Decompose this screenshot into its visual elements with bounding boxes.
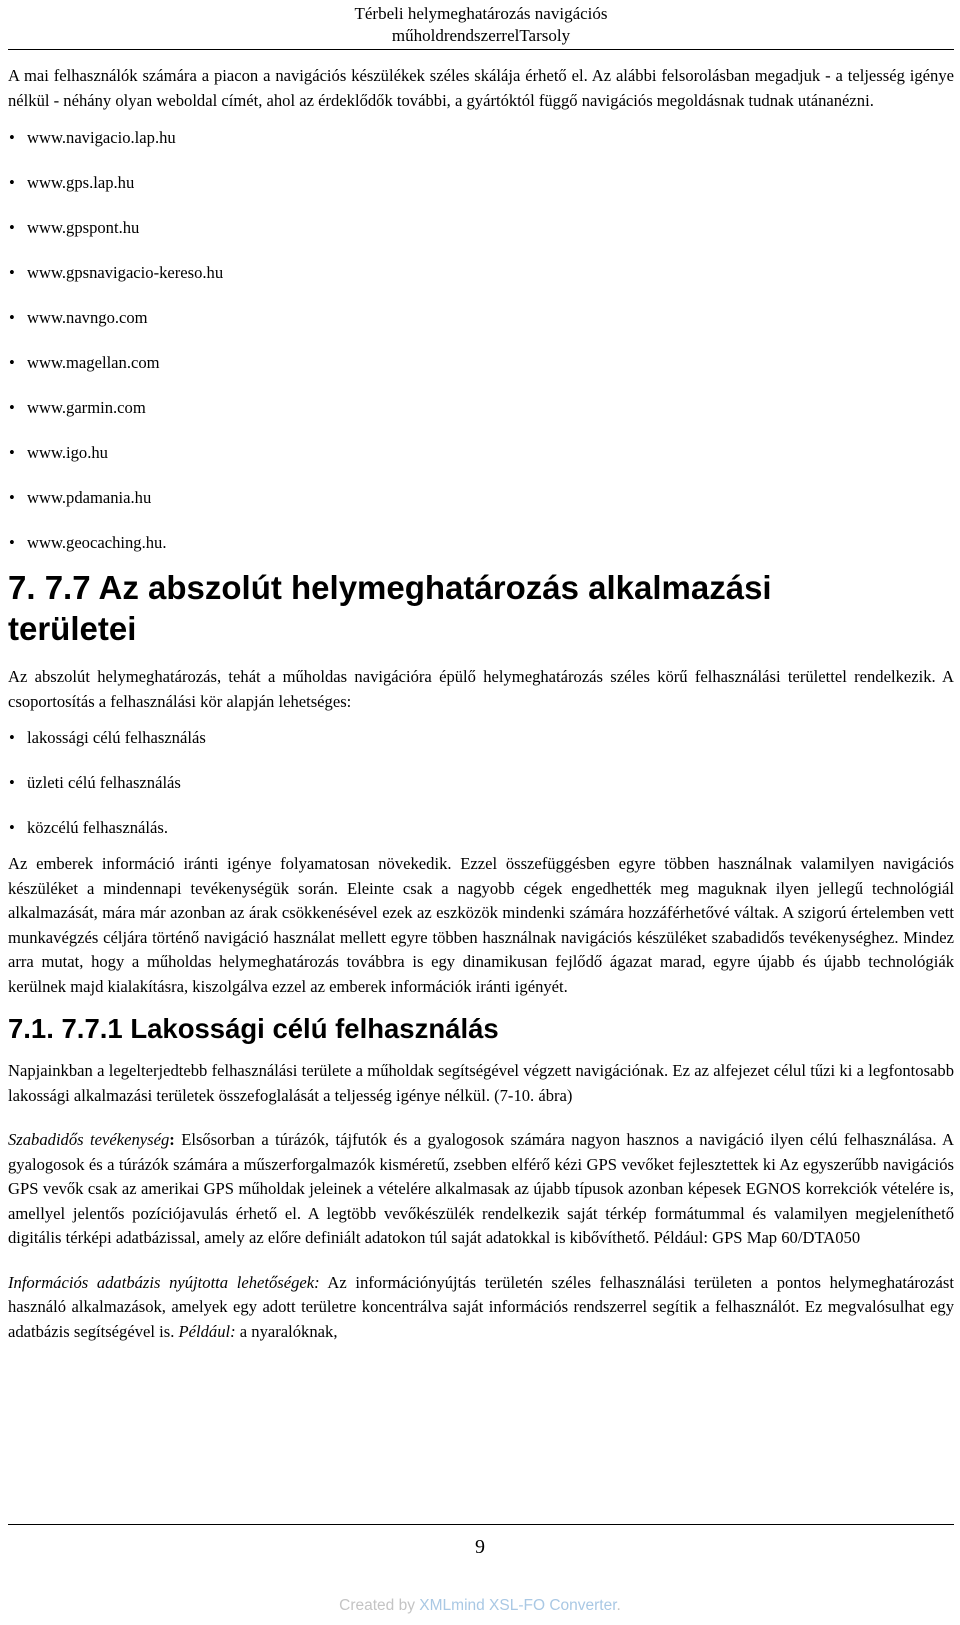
page-content bbox=[8, 64, 954, 1344]
website-link[interactable]: www.magellan.com bbox=[27, 353, 160, 372]
section-paragraph-1: Az abszolút helymeghatározás, tehát a műholdas navigációra épülő helymeghatározás széles körű felhasználási területtel rendelkezik. A csoportosítás a felhasználási kör alapján lehetséges: bbox=[8, 667, 954, 711]
list-item bbox=[8, 816, 954, 852]
leisure-text: Elsősorban a túrázók, tájfutók és a gyalogosok számára nagyon hasznos a navigáció ilyen célú felhasználása. A gyalogosok és a túrázók számára a műszerforgalmazók kisméretű, zsebben elférő kézi GPS vevőket fejlesztettek ki Az egyszerűbb navigációs GPS vevők csak az amerikai GPS műholdak jeleinek a vételére alkalmasak az újabb típusok azonban képesek EGNOS korrekciók vételére is, amellyel jelentős pozíciójavulás érhető el. A legtöbb vevőkészülék rendelkezik saját térkép formátummal és valamilyen megjeleníthető digitális térképi adatbázissal, amely az előre definiált adatokon túl saját adatokkal is kibővíthető. Például: GPS Map 60/DTA050 bbox=[8, 1130, 954, 1247]
subsection-paragraph-1: Napjainkban a legelterjedtebb felhasználási területe a műholdak segítségével végzett navigációnak. Ez az alfejezet célul tűzi ki a legfontosabb lakossági alkalmazási területek összefoglalását a teljesség igénye nélkül. (7-10. ábra) bbox=[8, 1061, 954, 1105]
footer-rule bbox=[8, 1524, 954, 1525]
subsection-heading: 7.1. 7.7.1 Lakossági célú felhasználás bbox=[8, 1013, 499, 1044]
running-header bbox=[8, 0, 954, 47]
website-link[interactable]: www.geocaching.hu. bbox=[27, 533, 167, 552]
section-paragraph-2: Az emberek információ iránti igénye folyamatosan növekedik. Ezzel összefüggésben egyre többen használnak valamilyen navigációs készüléket a mindennapi tevékenységük során. Eleinte csak a nagyobb cégek engedhették meg maguknak ilyen jellegű technológiál alkalmazását, mára már azonban az árak csökkenésével ezek az eszközök mindenki számára hozzáférhetővé váltak. A szigorú értelemben vett munkavégzés céljára történő navigáció használat mellett egyre többen használnak navigációs készüléket szabadidős tevékenységhez. Mindez arra mutat, hogy a műholdas helymeghatározás továbbra is egy dinamikusan fejlődő ágazat marad, egyre újabb és újabb technológiák kerülnek majd kialakításra, kiszolgálva ezzel az emberek információk iránti igényét. bbox=[8, 854, 954, 996]
leisure-paragraph bbox=[8, 1128, 954, 1251]
leisure-colon: : bbox=[169, 1130, 175, 1149]
website-link[interactable]: www.igo.hu bbox=[27, 443, 108, 462]
header-line-2: műholdrendszerrelTarsoly bbox=[391, 26, 571, 45]
website-link[interactable]: www.navngo.com bbox=[27, 308, 148, 327]
website-link[interactable]: www.garmin.com bbox=[27, 398, 146, 417]
bullet-icon: • bbox=[9, 443, 15, 462]
bullet-icon: • bbox=[9, 128, 15, 147]
bullet-icon: • bbox=[9, 263, 15, 282]
info-example-label: Például: bbox=[178, 1321, 236, 1341]
leisure-label: Szabadidős tevékenység bbox=[8, 1130, 170, 1149]
info-label: Információs adatbázis nyújtotta lehetőségek: bbox=[8, 1272, 320, 1292]
watermark-brand: XMLmind XSL-FO Converter bbox=[419, 1597, 617, 1614]
website-link[interactable]: www.gpsnavigacio-kereso.hu bbox=[27, 263, 224, 282]
list-item bbox=[8, 171, 954, 216]
list-item bbox=[8, 726, 954, 771]
list-item bbox=[8, 396, 954, 441]
usage-item: lakossági célú felhasználás bbox=[27, 728, 206, 747]
watermark-suffix: . bbox=[616, 1597, 621, 1614]
bullet-icon: • bbox=[9, 308, 15, 327]
bullet-icon: • bbox=[9, 218, 15, 237]
document-page bbox=[8, 0, 954, 1341]
usage-item: közcélú felhasználás. bbox=[27, 818, 168, 837]
list-item bbox=[8, 261, 954, 306]
watermark-prefix: Created by bbox=[339, 1597, 420, 1614]
bullet-icon: • bbox=[9, 728, 15, 747]
list-item bbox=[8, 486, 954, 531]
bullet-icon: • bbox=[9, 818, 15, 837]
bullet-icon: • bbox=[9, 398, 15, 417]
page-number: 9 bbox=[475, 1536, 485, 1558]
header-line-1: Térbeli helymeghatározás navigációs bbox=[354, 4, 608, 23]
intro-paragraph: A mai felhasználók számára a piacon a navigációs készülékek széles skálája érhető el. Az alábbi felsorolásban megadjuk - a teljesség igénye nélkül - néhány olyan weboldal címét, ahol az érdeklődők további, a gyártóktól függő navigációs megoldásnak tudnak utánanézni. bbox=[8, 66, 954, 110]
list-item bbox=[8, 441, 954, 486]
website-list bbox=[8, 126, 954, 567]
bullet-icon: • bbox=[9, 353, 15, 372]
info-text-end: a nyaralóknak, bbox=[235, 1321, 338, 1341]
section-heading bbox=[8, 567, 954, 649]
website-link[interactable]: www.gpspont.hu bbox=[27, 218, 140, 237]
bullet-icon: • bbox=[9, 533, 15, 552]
list-item bbox=[8, 531, 954, 567]
website-link[interactable]: www.pdamania.hu bbox=[27, 488, 152, 507]
website-link[interactable]: www.gps.lap.hu bbox=[27, 173, 135, 192]
section-heading-line-1: 7. 7.7 Az abszolút helymeghatározás alkalmazási bbox=[8, 569, 772, 606]
list-item bbox=[8, 216, 954, 261]
usage-item: üzleti célú felhasználás bbox=[27, 773, 181, 792]
header-rule bbox=[8, 49, 954, 50]
info-paragraph bbox=[8, 1271, 954, 1345]
bullet-icon: • bbox=[9, 488, 15, 507]
bullet-icon: • bbox=[9, 173, 15, 192]
list-item bbox=[8, 771, 954, 816]
section-heading-line-2: területei bbox=[8, 610, 137, 647]
list-item bbox=[8, 306, 954, 351]
usage-list bbox=[8, 726, 954, 852]
list-item bbox=[8, 351, 954, 396]
converter-watermark bbox=[0, 1595, 960, 1617]
list-item bbox=[8, 126, 954, 171]
bullet-icon: • bbox=[9, 773, 15, 792]
info-text: Az információnyújtás területén széles felhasználási területen a pontos helymeghatározást használó alkalmazások, amelyek egy adott területre koncentrálva saját információs rendszerrel segítik a felhasználót. Ez megvalósulhat egy adatbázis segítségével is. bbox=[8, 1272, 954, 1341]
website-link[interactable]: www.navigacio.lap.hu bbox=[27, 128, 176, 147]
